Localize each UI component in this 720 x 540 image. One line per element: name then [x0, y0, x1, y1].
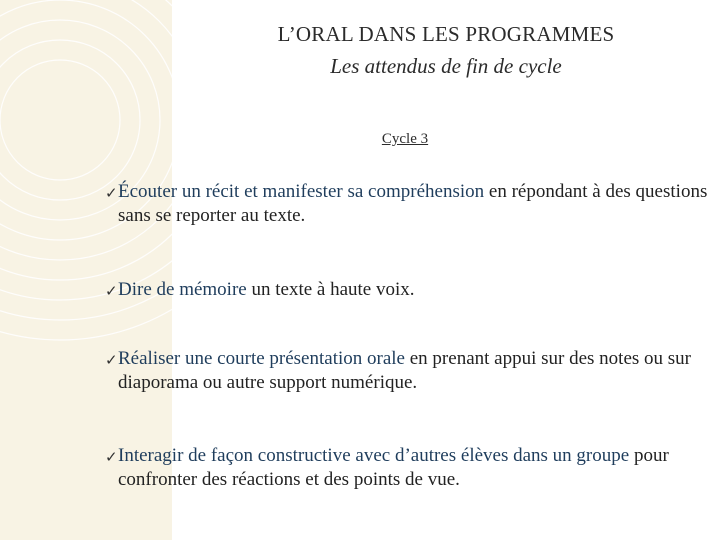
list-item-text	[118, 444, 718, 492]
list-item-rest: un texte à haute voix.	[246, 279, 415, 300]
list-item-highlight: Réaliser une courte présentation orale	[118, 348, 405, 369]
page-subtitle: Les attendus de fin de cycle	[330, 54, 562, 78]
checkmark-icon: ✓	[105, 448, 118, 466]
list-item-highlight: Interagir de façon constructive avec d’autres élèves dans un groupe	[118, 445, 630, 466]
checkmark-icon: ✓	[105, 351, 118, 369]
list-item-highlight: Dire de mémoire	[118, 279, 247, 300]
section-label: Cycle 3	[381, 131, 429, 147]
list-item-rest: en répondant à des questions sans se reporter au texte.	[118, 181, 708, 226]
page-title: L’ORAL DANS LES PROGRAMMES	[277, 22, 615, 46]
checkmark-icon: ✓	[105, 282, 118, 300]
checkmark-icon: ✓	[105, 184, 118, 202]
list-item-text	[118, 347, 718, 395]
header	[172, 20, 720, 80]
list-item-rest: pour confronter des réactions et des points de vue.	[118, 445, 669, 490]
list-item-rest: en prenant appui sur des notes ou sur diaporama ou autre support numérique.	[118, 348, 691, 393]
list-item-highlight: Écouter un récit et manifester sa compréhension	[118, 181, 485, 202]
list-item-text	[118, 180, 718, 228]
list-item-text	[118, 278, 718, 302]
